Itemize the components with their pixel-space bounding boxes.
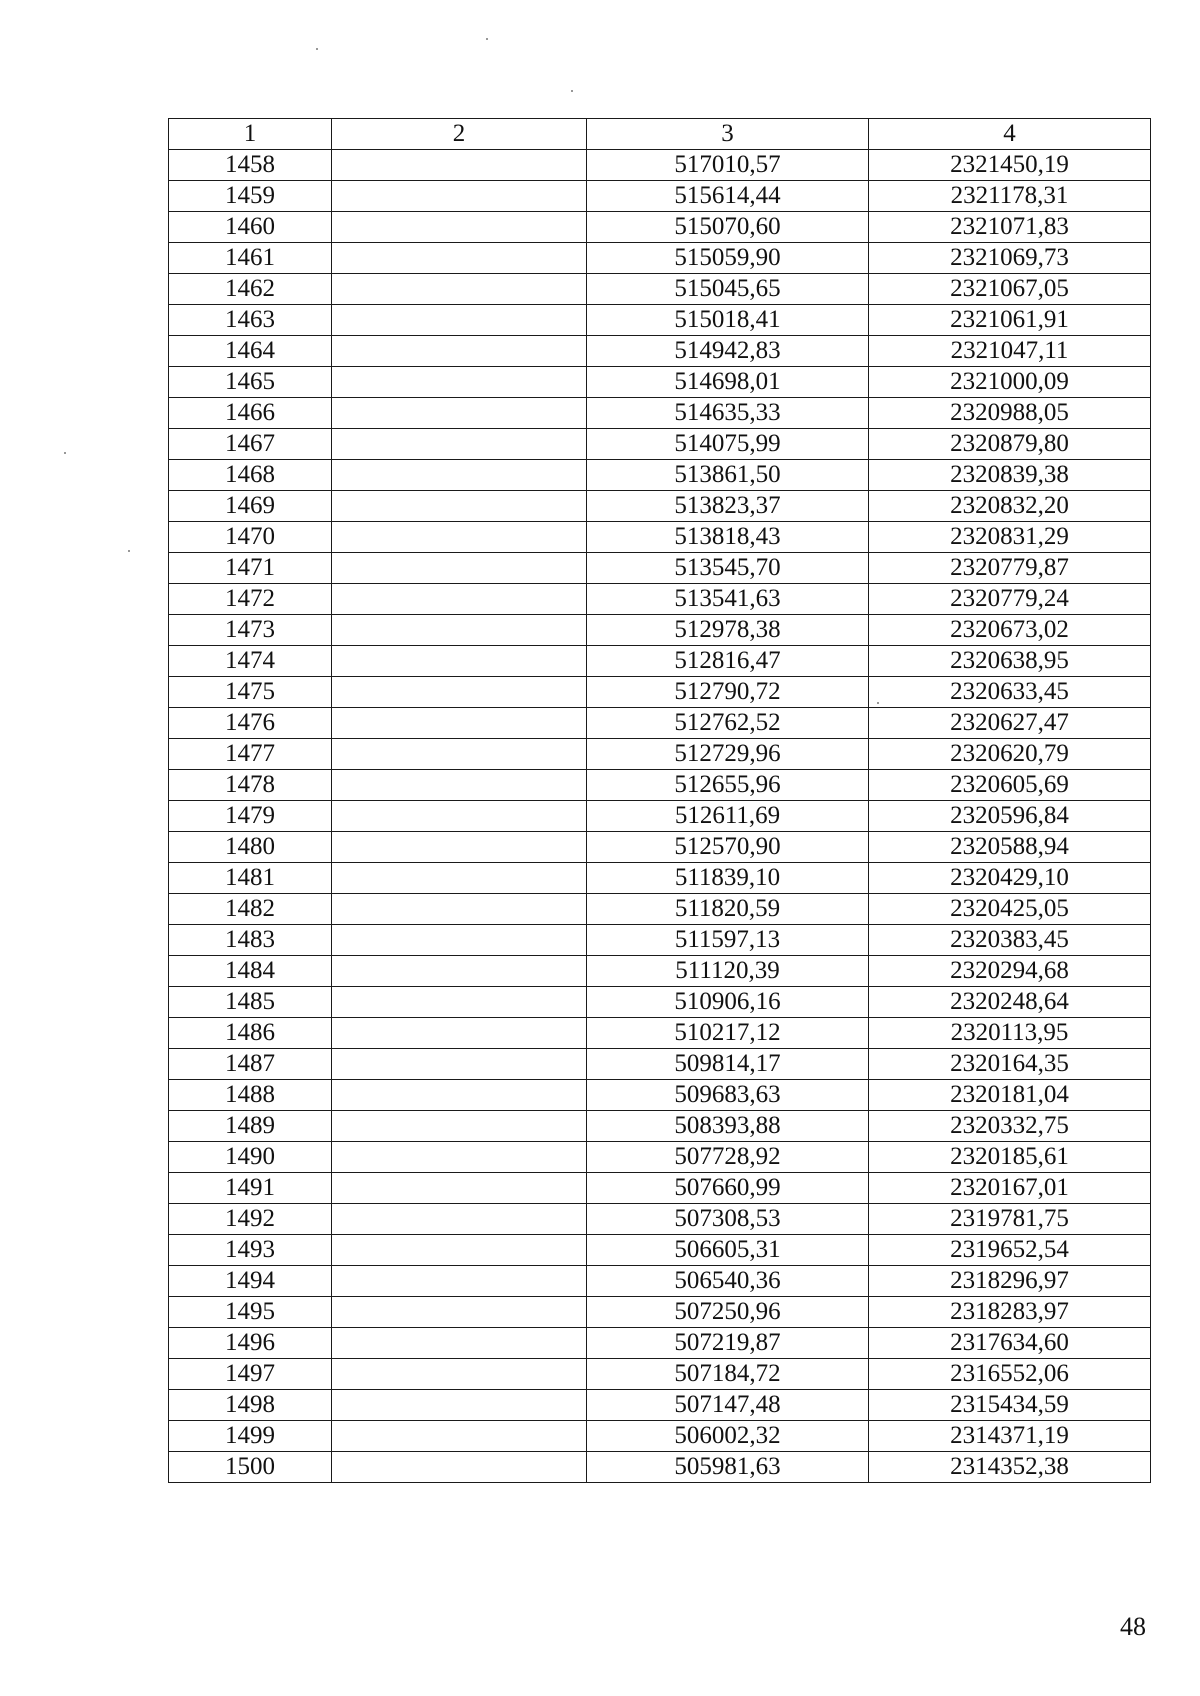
table-row — [169, 1390, 1151, 1421]
y-coordinate-cell: 2321071,83 — [869, 212, 1151, 243]
x-coordinate-cell: 512816,47 — [587, 646, 869, 677]
point-number-cell: 1474 — [169, 646, 332, 677]
x-coordinate-cell: 509683,63 — [587, 1080, 869, 1111]
header-cell-1: 1 — [169, 119, 332, 150]
x-coordinate-cell: 512729,96 — [587, 739, 869, 770]
y-coordinate-cell: 2320181,04 — [869, 1080, 1151, 1111]
point-number-cell: 1460 — [169, 212, 332, 243]
column-2-cell — [332, 770, 587, 801]
point-number-cell: 1469 — [169, 491, 332, 522]
point-number-cell: 1464 — [169, 336, 332, 367]
table-row — [169, 1359, 1151, 1390]
column-2-cell — [332, 1080, 587, 1111]
table-row — [169, 1235, 1151, 1266]
point-number-cell: 1477 — [169, 739, 332, 770]
header-cell-2: 2 — [332, 119, 587, 150]
y-coordinate-cell: 2320164,35 — [869, 1049, 1151, 1080]
point-number-cell: 1499 — [169, 1421, 332, 1452]
scan-speck — [64, 452, 66, 454]
x-coordinate-cell: 510906,16 — [587, 987, 869, 1018]
point-number-cell: 1470 — [169, 522, 332, 553]
column-2-cell — [332, 274, 587, 305]
point-number-cell: 1481 — [169, 863, 332, 894]
y-coordinate-cell: 2320633,45 — [869, 677, 1151, 708]
x-coordinate-cell: 513823,37 — [587, 491, 869, 522]
point-number-cell: 1494 — [169, 1266, 332, 1297]
column-2-cell — [332, 584, 587, 615]
table-row — [169, 460, 1151, 491]
table-row — [169, 305, 1151, 336]
x-coordinate-cell: 506002,32 — [587, 1421, 869, 1452]
page-number: 48 — [1120, 1612, 1146, 1641]
y-coordinate-cell: 2320294,68 — [869, 956, 1151, 987]
x-coordinate-cell: 517010,57 — [587, 150, 869, 181]
y-coordinate-cell: 2320383,45 — [869, 925, 1151, 956]
x-coordinate-cell: 512762,52 — [587, 708, 869, 739]
table-row — [169, 832, 1151, 863]
table-row — [169, 894, 1151, 925]
y-coordinate-cell: 2320620,79 — [869, 739, 1151, 770]
point-number-cell: 1488 — [169, 1080, 332, 1111]
column-2-cell — [332, 1142, 587, 1173]
table-row — [169, 274, 1151, 305]
x-coordinate-cell: 507219,87 — [587, 1328, 869, 1359]
column-2-cell — [332, 1235, 587, 1266]
x-coordinate-cell: 506605,31 — [587, 1235, 869, 1266]
table-row — [169, 677, 1151, 708]
y-coordinate-cell: 2318296,97 — [869, 1266, 1151, 1297]
table-row — [169, 1111, 1151, 1142]
y-coordinate-cell: 2314371,19 — [869, 1421, 1151, 1452]
table-header — [169, 119, 1151, 150]
column-2-cell — [332, 1049, 587, 1080]
table-row — [169, 212, 1151, 243]
point-number-cell: 1476 — [169, 708, 332, 739]
table-row — [169, 553, 1151, 584]
x-coordinate-cell: 513545,70 — [587, 553, 869, 584]
table-row — [169, 863, 1151, 894]
point-number-cell: 1486 — [169, 1018, 332, 1049]
point-number-cell: 1458 — [169, 150, 332, 181]
table-row — [169, 770, 1151, 801]
table-row — [169, 491, 1151, 522]
y-coordinate-cell: 2320605,69 — [869, 770, 1151, 801]
x-coordinate-cell: 511820,59 — [587, 894, 869, 925]
column-2-cell — [332, 429, 587, 460]
table-row — [169, 150, 1151, 181]
point-number-cell: 1484 — [169, 956, 332, 987]
y-coordinate-cell: 2321450,19 — [869, 150, 1151, 181]
y-coordinate-cell: 2320113,95 — [869, 1018, 1151, 1049]
column-2-cell — [332, 646, 587, 677]
x-coordinate-cell: 513818,43 — [587, 522, 869, 553]
table-row — [169, 1421, 1151, 1452]
point-number-cell: 1493 — [169, 1235, 332, 1266]
point-number-cell: 1479 — [169, 801, 332, 832]
x-coordinate-cell: 507728,92 — [587, 1142, 869, 1173]
column-2-cell — [332, 1173, 587, 1204]
y-coordinate-cell: 2321069,73 — [869, 243, 1151, 274]
y-coordinate-cell: 2321067,05 — [869, 274, 1151, 305]
x-coordinate-cell: 511839,10 — [587, 863, 869, 894]
table-row — [169, 243, 1151, 274]
y-coordinate-cell: 2318283,97 — [869, 1297, 1151, 1328]
table-row — [169, 522, 1151, 553]
column-2-cell — [332, 1266, 587, 1297]
header-row — [169, 119, 1151, 150]
point-number-cell: 1498 — [169, 1390, 332, 1421]
point-number-cell: 1500 — [169, 1452, 332, 1483]
header-cell-3: 3 — [587, 119, 869, 150]
column-2-cell — [332, 398, 587, 429]
x-coordinate-cell: 515045,65 — [587, 274, 869, 305]
table-body — [169, 150, 1151, 1483]
point-number-cell: 1471 — [169, 553, 332, 584]
y-coordinate-cell: 2321000,09 — [869, 367, 1151, 398]
table-row — [169, 584, 1151, 615]
table-row — [169, 1080, 1151, 1111]
x-coordinate-cell: 510217,12 — [587, 1018, 869, 1049]
column-2-cell — [332, 553, 587, 584]
x-coordinate-cell: 515614,44 — [587, 181, 869, 212]
table-row — [169, 615, 1151, 646]
table-row — [169, 646, 1151, 677]
column-2-cell — [332, 367, 587, 398]
column-2-cell — [332, 801, 587, 832]
column-2-cell — [332, 522, 587, 553]
column-2-cell — [332, 305, 587, 336]
table-row — [169, 739, 1151, 770]
header-cell-4: 4 — [869, 119, 1151, 150]
column-2-cell — [332, 708, 587, 739]
column-2-cell — [332, 677, 587, 708]
y-coordinate-cell: 2321047,11 — [869, 336, 1151, 367]
column-2-cell — [332, 1452, 587, 1483]
scan-speck — [571, 90, 573, 92]
column-2-cell — [332, 1359, 587, 1390]
x-coordinate-cell: 505981,63 — [587, 1452, 869, 1483]
x-coordinate-cell: 512978,38 — [587, 615, 869, 646]
table-row — [169, 801, 1151, 832]
y-coordinate-cell: 2320839,38 — [869, 460, 1151, 491]
y-coordinate-cell: 2320779,24 — [869, 584, 1151, 615]
y-coordinate-cell: 2320832,20 — [869, 491, 1151, 522]
y-coordinate-cell: 2314352,38 — [869, 1452, 1151, 1483]
x-coordinate-cell: 515018,41 — [587, 305, 869, 336]
y-coordinate-cell: 2319781,75 — [869, 1204, 1151, 1235]
coordinates-table — [168, 118, 1151, 1483]
y-coordinate-cell: 2320429,10 — [869, 863, 1151, 894]
point-number-cell: 1472 — [169, 584, 332, 615]
column-2-cell — [332, 1204, 587, 1235]
y-coordinate-cell: 2320248,64 — [869, 987, 1151, 1018]
point-number-cell: 1487 — [169, 1049, 332, 1080]
x-coordinate-cell: 514075,99 — [587, 429, 869, 460]
y-coordinate-cell: 2320332,75 — [869, 1111, 1151, 1142]
x-coordinate-cell: 511120,39 — [587, 956, 869, 987]
column-2-cell — [332, 150, 587, 181]
point-number-cell: 1489 — [169, 1111, 332, 1142]
point-number-cell: 1463 — [169, 305, 332, 336]
x-coordinate-cell: 514635,33 — [587, 398, 869, 429]
x-coordinate-cell: 507147,48 — [587, 1390, 869, 1421]
column-2-cell — [332, 1018, 587, 1049]
column-2-cell — [332, 460, 587, 491]
y-coordinate-cell: 2320638,95 — [869, 646, 1151, 677]
y-coordinate-cell: 2320167,01 — [869, 1173, 1151, 1204]
point-number-cell: 1492 — [169, 1204, 332, 1235]
point-number-cell: 1465 — [169, 367, 332, 398]
y-coordinate-cell: 2321061,91 — [869, 305, 1151, 336]
column-2-cell — [332, 925, 587, 956]
table-row — [169, 336, 1151, 367]
point-number-cell: 1473 — [169, 615, 332, 646]
x-coordinate-cell: 507308,53 — [587, 1204, 869, 1235]
x-coordinate-cell: 506540,36 — [587, 1266, 869, 1297]
table-row — [169, 708, 1151, 739]
column-2-cell — [332, 1390, 587, 1421]
x-coordinate-cell: 507250,96 — [587, 1297, 869, 1328]
point-number-cell: 1468 — [169, 460, 332, 491]
y-coordinate-cell: 2320879,80 — [869, 429, 1151, 460]
point-number-cell: 1491 — [169, 1173, 332, 1204]
point-number-cell: 1466 — [169, 398, 332, 429]
table-row — [169, 987, 1151, 1018]
table-row — [169, 1266, 1151, 1297]
x-coordinate-cell: 511597,13 — [587, 925, 869, 956]
table-row — [169, 1204, 1151, 1235]
x-coordinate-cell: 508393,88 — [587, 1111, 869, 1142]
y-coordinate-cell: 2316552,06 — [869, 1359, 1151, 1390]
table-row — [169, 1018, 1151, 1049]
column-2-cell — [332, 181, 587, 212]
column-2-cell — [332, 243, 587, 274]
column-2-cell — [332, 491, 587, 522]
column-2-cell — [332, 615, 587, 646]
point-number-cell: 1478 — [169, 770, 332, 801]
x-coordinate-cell: 515059,90 — [587, 243, 869, 274]
point-number-cell: 1459 — [169, 181, 332, 212]
column-2-cell — [332, 1297, 587, 1328]
x-coordinate-cell: 512655,96 — [587, 770, 869, 801]
table-row — [169, 956, 1151, 987]
point-number-cell: 1495 — [169, 1297, 332, 1328]
y-coordinate-cell: 2320831,29 — [869, 522, 1151, 553]
column-2-cell — [332, 336, 587, 367]
table-row — [169, 925, 1151, 956]
y-coordinate-cell: 2320588,94 — [869, 832, 1151, 863]
table-row — [169, 1328, 1151, 1359]
x-coordinate-cell: 512570,90 — [587, 832, 869, 863]
table-row — [169, 1297, 1151, 1328]
table-row — [169, 1452, 1151, 1483]
x-coordinate-cell: 512790,72 — [587, 677, 869, 708]
point-number-cell: 1462 — [169, 274, 332, 305]
x-coordinate-cell: 512611,69 — [587, 801, 869, 832]
y-coordinate-cell: 2315434,59 — [869, 1390, 1151, 1421]
x-coordinate-cell: 507184,72 — [587, 1359, 869, 1390]
point-number-cell: 1490 — [169, 1142, 332, 1173]
x-coordinate-cell: 507660,99 — [587, 1173, 869, 1204]
y-coordinate-cell: 2319652,54 — [869, 1235, 1151, 1266]
point-number-cell: 1482 — [169, 894, 332, 925]
y-coordinate-cell: 2320673,02 — [869, 615, 1151, 646]
x-coordinate-cell: 513541,63 — [587, 584, 869, 615]
point-number-cell: 1485 — [169, 987, 332, 1018]
point-number-cell: 1483 — [169, 925, 332, 956]
point-number-cell: 1461 — [169, 243, 332, 274]
scan-speck — [486, 38, 488, 40]
table-row — [169, 367, 1151, 398]
x-coordinate-cell: 509814,17 — [587, 1049, 869, 1080]
table-row — [169, 398, 1151, 429]
y-coordinate-cell: 2321178,31 — [869, 181, 1151, 212]
column-2-cell — [332, 1111, 587, 1142]
scan-speck — [128, 550, 130, 552]
column-2-cell — [332, 956, 587, 987]
column-2-cell — [332, 1328, 587, 1359]
point-number-cell: 1497 — [169, 1359, 332, 1390]
table-row — [169, 1142, 1151, 1173]
point-number-cell: 1467 — [169, 429, 332, 460]
y-coordinate-cell: 2320425,05 — [869, 894, 1151, 925]
y-coordinate-cell: 2320627,47 — [869, 708, 1151, 739]
x-coordinate-cell: 514942,83 — [587, 336, 869, 367]
x-coordinate-cell: 513861,50 — [587, 460, 869, 491]
x-coordinate-cell: 514698,01 — [587, 367, 869, 398]
point-number-cell: 1496 — [169, 1328, 332, 1359]
column-2-cell — [332, 739, 587, 770]
table-row — [169, 1173, 1151, 1204]
column-2-cell — [332, 1421, 587, 1452]
y-coordinate-cell: 2320596,84 — [869, 801, 1151, 832]
scan-speck — [877, 702, 879, 704]
column-2-cell — [332, 894, 587, 925]
table-row — [169, 181, 1151, 212]
point-number-cell: 1480 — [169, 832, 332, 863]
column-2-cell — [332, 832, 587, 863]
y-coordinate-cell: 2320988,05 — [869, 398, 1151, 429]
y-coordinate-cell: 2317634,60 — [869, 1328, 1151, 1359]
y-coordinate-cell: 2320779,87 — [869, 553, 1151, 584]
table-row — [169, 1049, 1151, 1080]
column-2-cell — [332, 863, 587, 894]
point-number-cell: 1475 — [169, 677, 332, 708]
table-row — [169, 429, 1151, 460]
column-2-cell — [332, 212, 587, 243]
column-2-cell — [332, 987, 587, 1018]
scan-speck — [316, 48, 318, 50]
y-coordinate-cell: 2320185,61 — [869, 1142, 1151, 1173]
x-coordinate-cell: 515070,60 — [587, 212, 869, 243]
